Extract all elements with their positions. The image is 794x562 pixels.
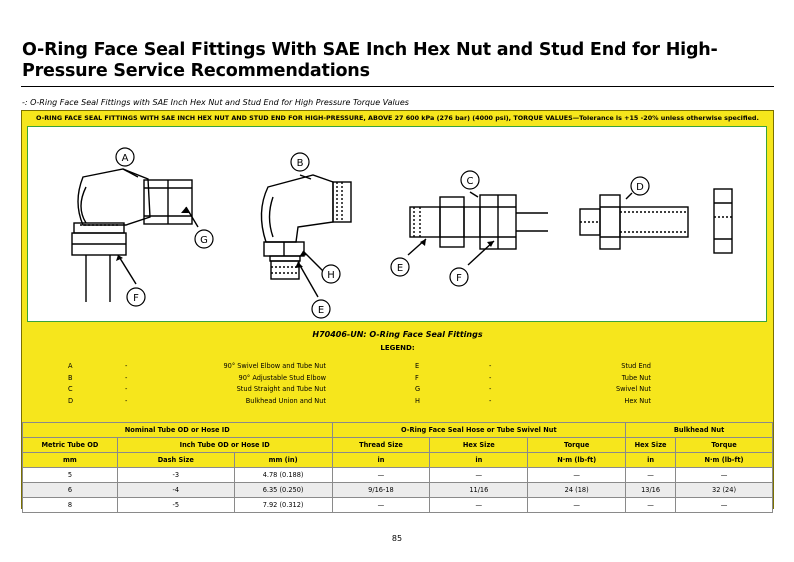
table-group-header: Nominal Tube OD or Hose ID: [23, 423, 333, 438]
callout-f2-label: F: [456, 273, 462, 284]
legend-key: F: [415, 373, 419, 382]
table-group-header-row: [23, 423, 773, 438]
table-unit: in: [430, 453, 528, 468]
table-cell: 9/16-18: [332, 483, 430, 498]
table-unit: N·m (lb-ft): [676, 453, 773, 468]
fittings-illustration: [28, 127, 766, 320]
legend-desc: Stud Straight and Tube Nut: [236, 385, 326, 393]
callout-b-label: B: [296, 158, 304, 169]
fitting-b-drawing: [261, 175, 351, 279]
legend-dash: -: [125, 362, 128, 370]
table-row: [23, 468, 773, 483]
table-column-header: Torque: [676, 438, 773, 453]
table-cell: —: [528, 498, 626, 513]
table-cell: -5: [117, 498, 234, 513]
table-unit: N·m (lb-ft): [528, 453, 626, 468]
legend-title: LEGEND:: [380, 344, 415, 352]
table-column-header: Thread Size: [332, 438, 430, 453]
table-column-header: Hex Size: [430, 438, 528, 453]
table-cell: -4: [117, 483, 234, 498]
table-cell: —: [626, 498, 676, 513]
legend-desc: Swivel Nut: [616, 385, 651, 393]
legend-dash: -: [125, 396, 128, 405]
legend-desc: Hex Nut: [624, 396, 651, 405]
fitting-d-drawing: [580, 189, 732, 253]
table-cell: 13/16: [626, 483, 676, 498]
callout-a-label: A: [121, 153, 129, 164]
table-cell: —: [332, 468, 430, 483]
callout-f-label: F: [133, 293, 139, 304]
table-units-row: [23, 453, 773, 468]
legend-right-dashes: [489, 361, 491, 407]
legend-desc: Stud End: [621, 362, 651, 370]
table-cell: 6.35 (0.250): [234, 483, 332, 498]
legend-key: H: [415, 396, 420, 405]
panel-header: O-RING FACE SEAL FITTINGS WITH SAE INCH HEX NUT AND STUD END FOR HIGH-PRESSURE, ABOVE 27 600 kPa (276 bar) (4000 psi), TORQUE VALUES—Tolerance is +15 -20% unless otherwise specified.: [36, 114, 759, 122]
figure-title: H70406-UN: O-Ring Face Seal Fittings: [312, 330, 483, 339]
table-cell: 11/16: [430, 483, 528, 498]
legend-dash: -: [125, 373, 128, 382]
page-title: O-Ring Face Seal Fittings With SAE Inch Hex Nut and Stud End for High-Pressure Service Recommendations: [22, 40, 718, 81]
table-column-header: Metric Tube OD: [23, 438, 118, 453]
table-caption: -: O-Ring Face Seal Fittings with SAE Inch Hex Nut and Stud End for High Pressure Torque Values: [22, 98, 409, 107]
table-row: [23, 483, 773, 498]
table-cell: 32 (24): [676, 483, 773, 498]
table-cell: 4.78 (0.188): [234, 468, 332, 483]
table-unit: Dash Size: [117, 453, 234, 468]
table-group-header: Bulkhead Nut: [626, 423, 773, 438]
table-column-header: Torque: [528, 438, 626, 453]
title-rule: [21, 86, 774, 87]
page-number: 85: [391, 534, 403, 543]
legend-right-keys: [415, 361, 420, 407]
torque-table: [22, 422, 773, 513]
legend-key: D: [68, 396, 74, 405]
legend-key: G: [415, 385, 421, 393]
table-unit: mm (in): [234, 453, 332, 468]
callout-c-label: C: [466, 176, 474, 187]
torque-panel: [21, 110, 774, 509]
legend-left-dashes: [125, 361, 127, 407]
legend-dash: -: [125, 385, 128, 393]
table-unit: mm: [23, 453, 118, 468]
table-row: [23, 498, 773, 513]
table-group-header: O-Ring Face Seal Hose or Tube Swivel Nut: [332, 423, 626, 438]
fittings-figure: [27, 126, 767, 322]
legend-key: E: [415, 362, 420, 370]
table-cell: —: [676, 468, 773, 483]
legend-desc: Bulkhead Union and Nut: [245, 396, 326, 405]
table-unit: in: [626, 453, 676, 468]
fitting-c-drawing: [410, 195, 548, 249]
table-cell: -3: [117, 468, 234, 483]
legend-desc: 90° Swivel Elbow and Tube Nut: [223, 362, 326, 370]
table-cell: —: [528, 468, 626, 483]
legend-key: C: [68, 385, 73, 393]
legend-right-descs: [522, 361, 651, 407]
legend-dash: -: [489, 362, 492, 370]
table-cell: —: [676, 498, 773, 513]
table-cell: 6: [23, 483, 118, 498]
table-cell: —: [430, 498, 528, 513]
table-cell: —: [332, 498, 430, 513]
table-cell: —: [626, 468, 676, 483]
legend-desc: Tube Nut: [621, 373, 651, 382]
legend-dash: -: [489, 373, 492, 382]
table-cell: 7.92 (0.312): [234, 498, 332, 513]
callout-h-label: H: [327, 270, 335, 281]
table-column-header-row: [23, 438, 773, 453]
legend-dash: -: [489, 385, 492, 393]
legend-left-keys: [68, 361, 73, 407]
table-cell: 8: [23, 498, 118, 513]
legend-key: B: [68, 373, 73, 382]
callout-e-label: E: [317, 305, 325, 316]
legend-desc: 90° Adjustable Stud Elbow: [238, 373, 326, 382]
table-cell: —: [430, 468, 528, 483]
legend-key: A: [68, 362, 73, 370]
callout-g-label: G: [200, 235, 208, 246]
table-cell: 24 (18): [528, 483, 626, 498]
table-cell: 5: [23, 468, 118, 483]
table-column-header: Inch Tube OD or Hose ID: [117, 438, 332, 453]
table-unit: in: [332, 453, 430, 468]
callout-d-label: D: [636, 182, 644, 193]
legend-dash: -: [489, 396, 492, 405]
legend-left-descs: [152, 361, 326, 407]
fitting-a-drawing: [72, 169, 192, 302]
table-column-header: Hex Size: [626, 438, 676, 453]
callout-e2-label: E: [396, 263, 404, 274]
